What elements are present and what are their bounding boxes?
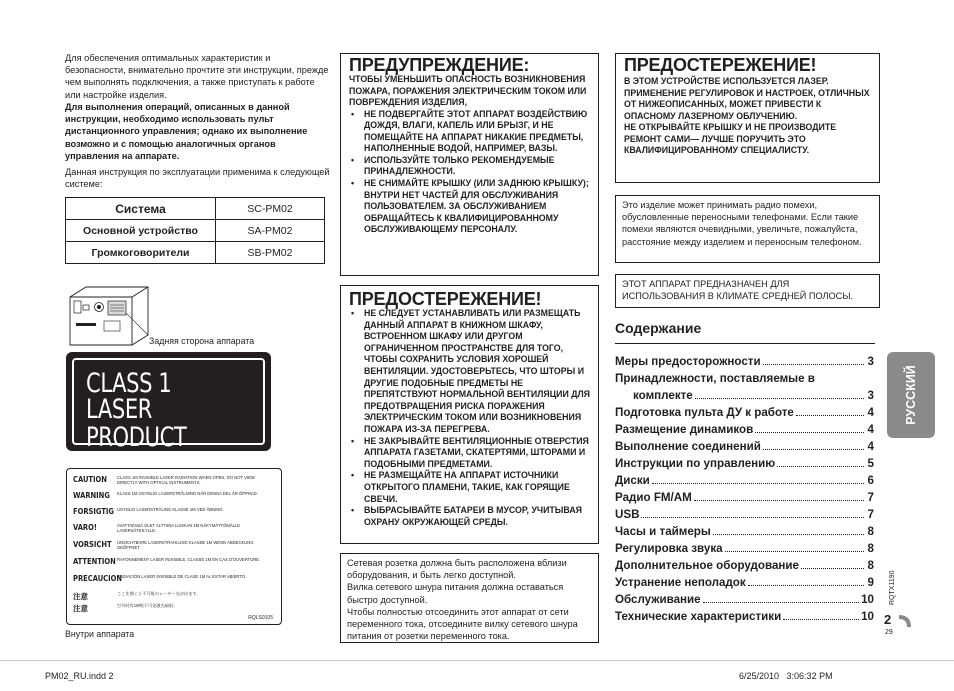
label-tag: WARNING bbox=[73, 491, 110, 500]
document-code: RQTX1190 bbox=[889, 570, 896, 605]
system-value: SC-PM02 bbox=[216, 198, 325, 220]
toc-label: Устранение неполадок bbox=[615, 576, 746, 589]
intro-paragraph-1: Для обеспечения оптимальных характеристик и безопасности, внимательно прочтите эти инструкции, прежде чем выполнять подключения, а также приступать к работе или настройке изделия. bbox=[65, 53, 329, 100]
laser-caution-title: ПРЕДОСТЕРЕЖЕНИЕ! bbox=[624, 55, 817, 75]
footer-file-name: PM02_RU.indd 2 bbox=[45, 671, 114, 681]
caution-list bbox=[349, 308, 592, 528]
toc-label: Меры предосторожности bbox=[615, 355, 761, 368]
label-text: AVATTAESSA OLET ALTTIINA LUOKAN 1M NÄKYMÄTTÖMÄLLE LASERSÄTEILYLLE. bbox=[117, 523, 241, 533]
label-row bbox=[73, 491, 275, 500]
list-item: • ВЫБРАСЫВАЙТЕ БАТАРЕИ В МУСОР, УЧИТЫВАЯ ОХРАНУ ОКРУЖАЮЩЕЙ СРЕДЫ. bbox=[349, 505, 592, 528]
toc-page: 10 bbox=[861, 593, 874, 606]
table-cell-value: SA-PM02 bbox=[216, 220, 325, 242]
list-item[interactable] bbox=[615, 591, 874, 608]
list-item[interactable] bbox=[615, 540, 874, 557]
page-number: 2 bbox=[884, 612, 892, 627]
label-text: USYNLIG LASERSTRÅLING KLASSE 1M VED ÅBNING. bbox=[117, 507, 224, 512]
list-item[interactable] bbox=[615, 438, 874, 455]
toc-page: 7 bbox=[867, 508, 874, 521]
table-cell-label: Основной устройство bbox=[66, 220, 216, 242]
contents-divider bbox=[615, 343, 875, 344]
climate-note-text: ЭТОТ АППАРАТ ПРЕДНАЗНАЧЕН ДЛЯ ИСПОЛЬЗОВАНИЯ В КЛИМАТЕ СРЕДНЕЙ ПОЛОСЫ. bbox=[622, 279, 854, 302]
label-row bbox=[73, 540, 275, 550]
caution-box bbox=[340, 285, 599, 544]
contents-list bbox=[615, 353, 874, 625]
list-item[interactable] bbox=[615, 557, 874, 574]
language-side-tab bbox=[887, 352, 935, 438]
laser-label-line1: CLASS 1 bbox=[86, 368, 172, 399]
table-row bbox=[66, 242, 325, 264]
laser-product-label bbox=[66, 352, 271, 451]
label-code: RQLS0105 bbox=[248, 615, 273, 621]
list-item[interactable] bbox=[615, 404, 874, 421]
list-item[interactable] bbox=[615, 608, 874, 625]
label-text: RADIACIÓN LASER INVISIBLE DE CLASE 1M AL ESTAR ABIERTO. bbox=[117, 574, 247, 579]
label-tag: 注意 bbox=[73, 592, 88, 601]
table-cell-value: SB-PM02 bbox=[216, 242, 325, 264]
label-row bbox=[73, 557, 275, 566]
list-item: • НЕ ЗАКРЫВАЙТЕ ВЕНТИЛЯЦИОННЫЕ ОТВЕРСТИЯ АППАРАТА ГАЗЕТАМИ, СКАТЕРТЯМИ, ШТОРАМИ И ПОДОБНЫМИ ПРЕДМЕТАМИ. bbox=[349, 436, 592, 471]
label-row bbox=[73, 523, 275, 533]
toc-page: 7 bbox=[867, 491, 874, 504]
rear-unit-illustration bbox=[64, 283, 154, 351]
label-tag: CAUTION bbox=[73, 475, 107, 484]
toc-label: Часы и таймеры bbox=[615, 525, 711, 538]
toc-label: Радио FM/AM bbox=[615, 491, 692, 504]
system-label: Система bbox=[66, 198, 216, 220]
toc-page: 10 bbox=[861, 610, 874, 623]
climate-note-box bbox=[615, 274, 880, 308]
radio-note-box bbox=[615, 195, 880, 263]
label-text: CLASS 1M INVISIBLE LASER RADIATION WHEN OPEN, DO NOT VIEW DIRECTLY WITH OPTICAL INSTRUMENTS. bbox=[117, 475, 255, 485]
table-cell-label: Громкоговорители bbox=[66, 242, 216, 264]
laser-caution-text-1: В ЭТОМ УСТРОЙСТВЕ ИСПОЛЬЗУЕТСЯ ЛАЗЕР. ПРИМЕНЕНИЕ РЕГУЛИРОВОК И НАСТРОЕК, ОТЛИЧНЫХ ОТ НИЖЕОПИСАННЫХ, МОЖЕТ ПРИВЕСТИ К ОПАСНОМУ ЛАЗЕРНОМУ ОБЛУЧЕНИЮ. bbox=[624, 76, 870, 121]
toc-label: Выполнение соединений bbox=[615, 440, 761, 453]
toc-page: 3 bbox=[867, 389, 874, 402]
socket-note-text-3: Чтобы полностью отсоединить этот аппарат от сети переменного тока, отсоедините вилку сетевого шнура питания от розетки переменного тока. bbox=[347, 606, 578, 642]
contents-title: Содержание bbox=[615, 320, 702, 336]
footer-rule bbox=[0, 660, 954, 661]
list-item[interactable] bbox=[615, 421, 874, 438]
list-item[interactable] bbox=[615, 353, 874, 370]
list-item[interactable] bbox=[615, 472, 874, 489]
toc-page: 4 bbox=[867, 423, 874, 436]
toc-page: 6 bbox=[867, 474, 874, 487]
toc-label: Размещение динамиков bbox=[615, 423, 754, 436]
label-text: 打开时有1M级不可见激光辐射。 bbox=[117, 603, 178, 608]
inner-warning-label bbox=[66, 468, 282, 625]
inside-caption: Внутри аппарата bbox=[65, 629, 135, 639]
toc-page: 9 bbox=[867, 576, 874, 589]
toc-page: 8 bbox=[867, 525, 874, 538]
label-row bbox=[73, 591, 275, 602]
list-item[interactable] bbox=[615, 506, 874, 523]
toc-page: 8 bbox=[867, 559, 874, 572]
table-row bbox=[66, 198, 325, 220]
list-item[interactable] bbox=[615, 574, 874, 591]
intro-paragraph-3: Данная инструкция по эксплуатации применима к следующей системе: bbox=[65, 167, 330, 190]
toc-label: USB bbox=[615, 508, 640, 521]
warning-title: ПРЕДУПРЕЖДЕНИЕ: bbox=[349, 55, 530, 75]
label-tag: FORSIGTIG bbox=[73, 507, 114, 516]
toc-label: Технические характеристики bbox=[615, 610, 782, 623]
page-number-small: 29 bbox=[885, 629, 893, 636]
toc-label: Принадлежности, поставляемые в bbox=[615, 372, 815, 385]
rear-caption: Задняя сторона аппарата bbox=[149, 336, 255, 346]
laser-caution-box bbox=[615, 53, 880, 183]
list-item: • НЕ СНИМАЙТЕ КРЫШКУ (ИЛИ ЗАДНЮЮ КРЫШКУ); ВНУТРИ НЕТ ЧАСТЕЙ ДЛЯ ОБСЛУЖИВАНИЯ ПОЛЬЗОВАТЕЛЕМ. ЗА ОБСЛУЖИВАНИЕМ ОБРАЩАЙТЕСЬ К КВАЛИФИЦИРОВАННОМУ ОБСЛУЖИВАЮЩЕМУ ПЕРСОНАЛУ. bbox=[349, 178, 592, 236]
socket-note-text-2: Вилка сетевого шнура питания должна оставаться быстро доступной. bbox=[347, 582, 564, 605]
label-tag: ATTENTION bbox=[73, 557, 116, 566]
warning-box bbox=[340, 53, 599, 276]
corner-marker-icon bbox=[897, 613, 913, 629]
warning-list bbox=[349, 109, 592, 237]
list-item: • НЕ ПОДВЕРГАЙТЕ ЭТОТ АППАРАТ ВОЗДЕЙСТВИЮ ДОЖДЯ, ВЛАГИ, КАПЕЛЬ ИЛИ БРЫЗГ, И НЕ ПОМЕЩАЙТЕ НА АППАРАТ НИКАКИЕ ПРЕДМЕТЫ, НАПОЛНЕННЫЕ ВОДОЙ, НАПРИМЕР, ВАЗЫ. bbox=[349, 109, 592, 155]
toc-page: 8 bbox=[867, 542, 874, 555]
list-item: • НЕ СЛЕДУЕТ УСТАНАВЛИВАТЬ ИЛИ РАЗМЕЩАТЬ ДАННЫЙ АППАРАТ В КНИЖНОМ ШКАФУ, ВСТРОЕННОМ ШКАФУ ИЛИ ДРУГОМ ОГРАНИЧЕННОМ ПРОСТРАНСТВЕ ДЛЯ ТОГО, ЧТОБЫ СОХРАНИТЬ УСЛОВИЯ ХОРОШЕЙ ВЕНТИЛЯЦИИ. УДОСТОВЕРЬТЕСЬ, ЧТО ШТОРЫ И ДРУГИЕ ПОДОБНЫЕ ПРЕДМЕТЫ НЕ ПРЕПЯТСТВУЮТ НОРМАЛЬНОЙ ВЕНТИЛЯЦИИ ДЛЯ ПРЕДОТВРАЩЕНИЯ РИСКА ПОРАЖЕНИЯ ЭЛЕКТРИЧЕСКИМ ТОКОМ ИЛИ ВОЗНИКНОВЕНИЯ ПОЖАРА ИЗ-ЗА ПЕРЕГРЕВА. bbox=[349, 308, 592, 436]
list-item[interactable] bbox=[615, 455, 874, 472]
label-row bbox=[73, 603, 275, 614]
radio-note-text: Это изделие может принимать радио помехи, обусловленные переносными телефонами. Если такие помехи являются очевидными, увеличьте, пожалуйста, расстояние между изделием и переносным телефоном. bbox=[622, 200, 862, 247]
label-row bbox=[73, 507, 275, 516]
list-item: • ИСПОЛЬЗУЙТЕ ТОЛЬКО РЕКОМЕНДУЕМЫЕ ПРИНАДЛЕЖНОСТИ. bbox=[349, 155, 592, 178]
label-tag: VARO! bbox=[73, 523, 97, 532]
label-tag: 注意 bbox=[73, 604, 88, 613]
toc-label: Регулировка звука bbox=[615, 542, 723, 555]
list-item: • НЕ РАЗМЕЩАЙТЕ НА АППАРАТ ИСТОЧНИКИ ОТКРЫТОГО ПЛАМЕНИ, ТАКИЕ, КАК ГОРЯЩИЕ СВЕЧИ. bbox=[349, 470, 592, 505]
toc-page: 4 bbox=[867, 406, 874, 419]
list-item[interactable] bbox=[615, 370, 874, 387]
laser-label-line2: LASER PRODUCT bbox=[86, 394, 187, 453]
label-text: ここを開くと不可視のレーザー光が出ます。 bbox=[117, 591, 201, 596]
toc-page: 3 bbox=[867, 355, 874, 368]
toc-label: комплекте bbox=[633, 389, 693, 402]
list-item[interactable] bbox=[615, 523, 874, 540]
intro-paragraph-2: Для выполнения операций, описанных в данной инструкции, необходимо использовать пульт дистанционного управления; однако их выполнение возможно и с помощью аналогичных органов управления на аппарате. bbox=[65, 102, 308, 161]
laser-caution-text-2: НЕ ОТКРЫВАЙТЕ КРЫШКУ И НЕ ПРОИЗВОДИТЕ РЕМОНТ САМИ— ЛУЧШЕ ПОРУЧИТЬ ЭТО КВАЛИФИЦИРОВАННОМУ СПЕЦИАЛИСТУ. bbox=[624, 122, 837, 155]
toc-label: Дополнительное оборудование bbox=[615, 559, 799, 572]
footer-datetime: 6/25/2010 3:06:32 PM bbox=[739, 671, 833, 681]
caution-title: ПРЕДОСТЕРЕЖЕНИЕ! bbox=[349, 289, 542, 309]
label-row bbox=[73, 475, 275, 485]
toc-label: Инструкции по управлению bbox=[615, 457, 776, 470]
list-item-continued[interactable] bbox=[615, 387, 874, 404]
label-text: KLASS 1M OSYNLIG LASERSTRÅLNING NÄR DENNA DEL ÄR ÖPPNAD. bbox=[117, 491, 258, 496]
toc-label: Подготовка пульта ДУ к работе bbox=[615, 406, 794, 419]
warning-intro: ЧТОБЫ УМЕНЬШИТЬ ОПАСНОСТЬ ВОЗНИКНОВЕНИЯ ПОЖАРА, ПОРАЖЕНИЯ ЭЛЕКТРИЧЕСКИМ ТОКОМ ИЛИ ПОВРЕЖДЕНИЯ ИЗДЕЛИЯ, bbox=[349, 74, 587, 107]
language-tab-label: РУССКИЙ bbox=[904, 365, 918, 425]
label-text: UNSICHTBARE LASERSTRAHLUNG KLASSE 1M WENN ABDECKUNG GEÖFFNET. bbox=[117, 540, 254, 550]
socket-note-box bbox=[340, 553, 599, 643]
system-table bbox=[65, 197, 325, 264]
toc-label: Обслуживание bbox=[615, 593, 701, 606]
list-item[interactable] bbox=[615, 489, 874, 506]
table-row bbox=[66, 220, 325, 242]
socket-note-text-1: Сетевая розетка должна быть расположена вблизи оборудования, и быть легко доступной. bbox=[347, 558, 567, 581]
toc-page: 4 bbox=[867, 440, 874, 453]
label-text: RAYONNEMENT LASER INVISIBLE, CLASSE 1M EN CAS D'OUVERTURE. bbox=[117, 557, 261, 562]
toc-page: 5 bbox=[867, 457, 874, 470]
label-row bbox=[73, 574, 275, 583]
label-tag: VORSICHT bbox=[73, 540, 112, 549]
label-tag: PRECAUCION bbox=[73, 574, 123, 583]
toc-label: Диски bbox=[615, 474, 650, 487]
